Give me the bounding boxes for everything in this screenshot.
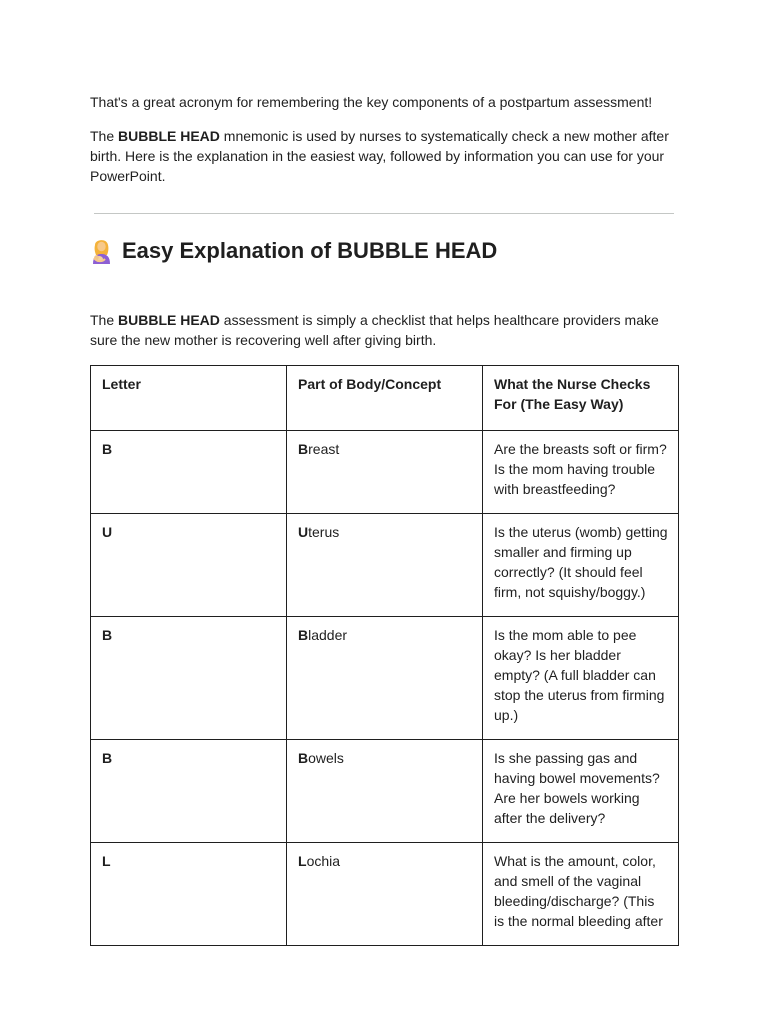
section-title: Easy Explanation of BUBBLE HEAD [122, 238, 498, 263]
row-letter: B [91, 740, 287, 843]
row-concept [287, 514, 483, 617]
table-row [91, 431, 679, 514]
header-checks: What the Nurse Checks For (The Easy Way) [483, 366, 679, 431]
concept-first-letter: U [298, 524, 309, 540]
mnemonic-paragraph [90, 126, 680, 186]
table-row [91, 617, 679, 740]
mnemonic-bold: BUBBLE HEAD [118, 128, 220, 144]
section-intro-prefix: The [90, 312, 119, 328]
table-row [91, 843, 679, 946]
section-intro-suffix: assessment is simply a checklist that helps healthcare providers make sure the new mother is recovering well after giving birth. [90, 312, 659, 348]
row-checks: What is the amount, color, and smell of the vaginal bleeding/discharge? (This is the normal bleeding after [483, 843, 679, 946]
concept-first-letter: B [298, 627, 309, 643]
row-concept [287, 740, 483, 843]
row-checks: Is the uterus (womb) getting smaller and firming up correctly? (It should feel firm, not squishy/boggy.) [483, 514, 679, 617]
intro-line: That's a great acronym for remembering the key components of a postpartum assessment! [90, 94, 653, 110]
section-intro [90, 310, 680, 350]
mnemonic-suffix: mnemonic is used by nurses to systematically check a new mother after birth. Here is the explanation in the easiest way, followed by information you can use for your PowerPoint. [90, 128, 669, 184]
header-concept: Part of Body/Concept [287, 366, 483, 431]
table-row [91, 740, 679, 843]
row-concept [287, 617, 483, 740]
concept-rest: reast [308, 441, 340, 457]
concept-first-letter: B [298, 750, 309, 766]
horizontal-divider [94, 213, 674, 214]
concept-first-letter: L [298, 853, 307, 869]
bubble-head-table [90, 365, 679, 946]
concept-first-letter: B [298, 441, 309, 457]
table-row [91, 514, 679, 617]
row-checks: Is the mom able to pee okay? Is her bladder empty? (A full bladder can stop the uterus from firming up.) [483, 617, 679, 740]
concept-rest: ochia [306, 853, 341, 869]
row-letter: B [91, 431, 287, 514]
row-letter: U [91, 514, 287, 617]
row-checks: Is she passing gas and having bowel movements? Are her bowels working after the delivery? [483, 740, 679, 843]
row-checks: Are the breasts soft or firm? Is the mom having trouble with breastfeeding? [483, 431, 679, 514]
intro-block [90, 92, 680, 186]
concept-rest: terus [308, 524, 340, 540]
mnemonic-prefix: The [90, 128, 119, 144]
row-concept [287, 431, 483, 514]
concept-rest: ladder [308, 627, 348, 643]
table-header-row [91, 366, 679, 431]
breastfeeding-woman-emoji-icon [90, 237, 114, 265]
concept-rest: owels [308, 750, 344, 766]
row-letter: B [91, 617, 287, 740]
header-letter: Letter [91, 366, 287, 431]
section-heading [90, 234, 497, 268]
row-letter: L [91, 843, 287, 946]
section-intro-bold: BUBBLE HEAD [118, 312, 220, 328]
row-concept [287, 843, 483, 946]
